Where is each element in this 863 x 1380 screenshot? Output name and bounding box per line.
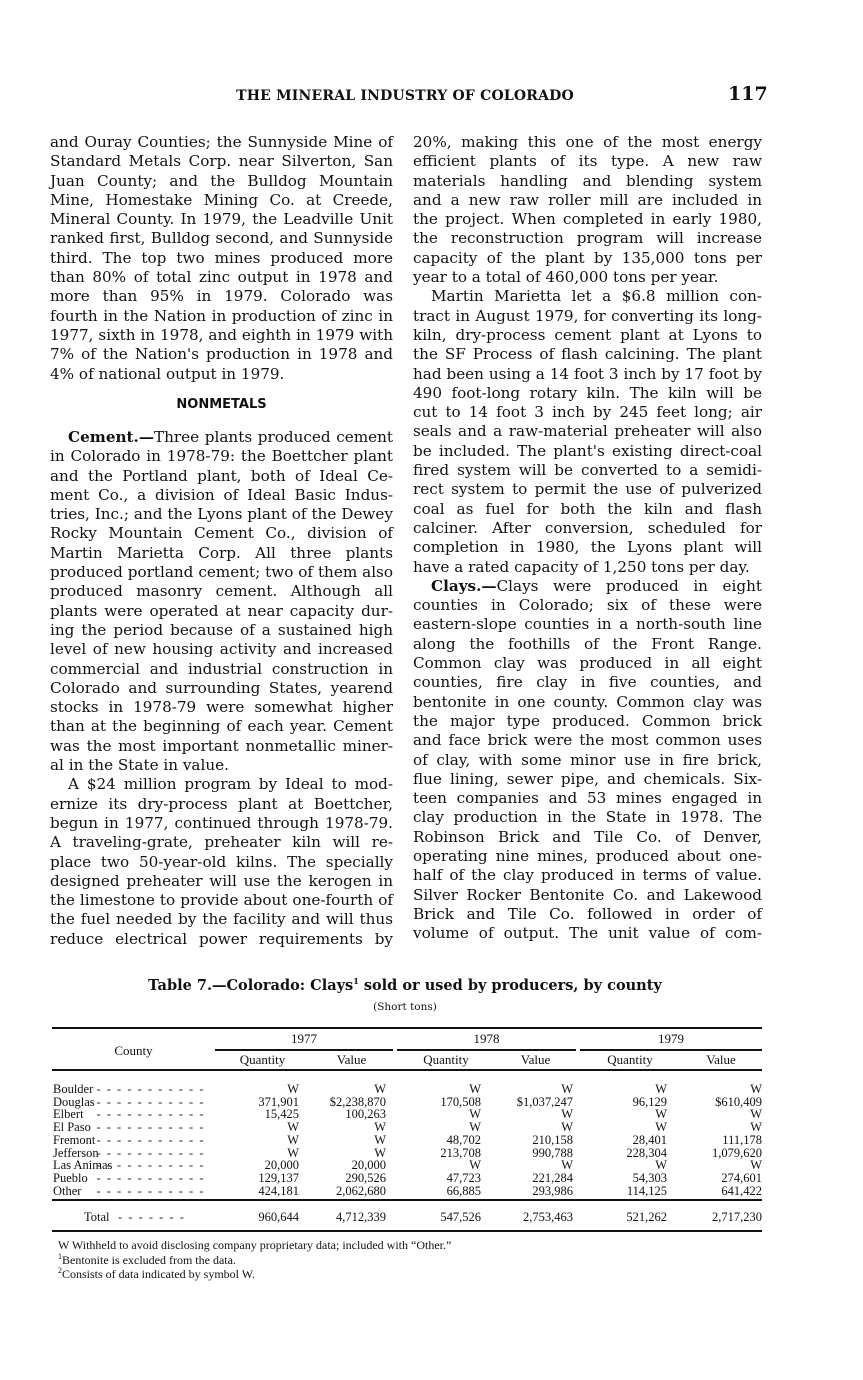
text-line: ment Co., a division of Ideal Basic Indus- (50, 485, 393, 504)
text-line: ernize its dry-process plant at Boettcher, (50, 794, 393, 813)
total-cell: 4,712,339 (336, 1210, 386, 1224)
text-line (413, 577, 762, 596)
text-line: produced portland cement; two of them also (50, 563, 393, 582)
table-cell: 228,304 (626, 1145, 667, 1160)
table-cell: 2,062,680 (336, 1183, 386, 1198)
text-line: of clay, with some minor use in fire brick, (413, 750, 762, 769)
text-line: 490 foot-long rotary kiln. The kiln will be (413, 383, 762, 402)
table-cell: W (287, 1120, 299, 1135)
table-cell: 1,079,620 (712, 1145, 762, 1160)
table-cell: 293,986 (532, 1183, 573, 1198)
text-line: than 80% of total zinc output in 1978 and (50, 268, 393, 287)
leader-dots: - - - - - - - - - - - (96, 1183, 205, 1198)
text-line: bentonite in one county. Common clay was (413, 692, 762, 711)
year-header: 1978 (473, 1031, 500, 1046)
text-line: Juan County; and the Bulldog Mountain (50, 171, 393, 190)
table-cell: 290,526 (345, 1170, 386, 1185)
county-name: Jefferson (53, 1145, 99, 1160)
text-line: fired system will be converted to a semidi- (413, 461, 762, 480)
text-line: was the most important nonmetallic miner- (50, 736, 393, 755)
text-line: 7% of the Nation's production in 1978 and (50, 345, 393, 364)
table-cell: $1,037,247 (516, 1094, 573, 1109)
table-cell: W (469, 1158, 481, 1173)
table-cell: 54,303 (632, 1170, 667, 1185)
left-column-cement (50, 428, 393, 949)
text-line: have a rated capacity of 1,250 tons per day. (413, 557, 750, 576)
text-line: and Ouray Counties; the Sunnyside Mine of (50, 133, 393, 151)
county-name: El Paso (53, 1120, 91, 1135)
table-title-footnote: 1 (353, 976, 359, 986)
text-line: more than 95% in 1979. Colorado was (50, 287, 393, 306)
left-column-intro (50, 133, 393, 384)
text-line: 1977, sixth in 1978, and eighth in 1979 with (50, 325, 393, 344)
text-line: Mineral County. In 1979, the Leadville Unit (50, 210, 393, 229)
text-line: had been using a 14 foot 3 inch by 17 foot by (413, 364, 762, 383)
run-in-heading: Cement.— (68, 428, 155, 446)
text-line: Martin Marietta let a $6.8 million con- (431, 287, 762, 306)
text-line: A traveling-grate, preheater kiln will re- (50, 833, 393, 852)
footnote-text: Bentonite is excluded from the data. (62, 1253, 236, 1267)
text-line: Mine, Homestake Mining Co. at Creede, (50, 190, 393, 209)
text-line: cut to 14 foot 3 inch by 245 feet long; air (413, 403, 762, 422)
table-cell: W (655, 1082, 667, 1096)
text-line: seals and a raw-material preheater will also (413, 422, 762, 441)
text-line: volume of output. The unit value of com- (413, 924, 762, 943)
table-cell: W (374, 1132, 386, 1147)
text-line: flue lining, sewer pipe, and chemicals. Six- (413, 769, 762, 788)
table-cell: W (750, 1107, 762, 1122)
run-in-heading: Clays.— (431, 576, 497, 595)
table-cell: 114,125 (626, 1183, 667, 1198)
table-cell: 20,000 (264, 1158, 299, 1173)
text-line: Rocky Mountain Cement Co., division of (50, 524, 393, 543)
text-line: be included. The plant's existing direct-coal (413, 441, 762, 460)
footnote (58, 1238, 451, 1253)
text-line: stocks in 1978-79 were somewhat higher (50, 698, 393, 717)
text-line: third. The top two mines produced more (50, 248, 393, 267)
quantity-header: Quantity (239, 1052, 286, 1067)
county-name: Elbert (53, 1107, 84, 1122)
county-header: County (114, 1043, 153, 1058)
county-name: Other (53, 1183, 82, 1198)
table-cell: 274,601 (721, 1170, 762, 1185)
text-line: fourth in the Nation in production of zinc in (50, 306, 393, 325)
table-cell: W (287, 1082, 299, 1096)
leader-dots: - - - - - - - - - - - (96, 1145, 205, 1160)
table-cell: 129,137 (258, 1170, 299, 1185)
text-line: Brick and Tile Co. followed in order of (413, 904, 762, 923)
table-title (0, 976, 810, 994)
table-rule (52, 1230, 762, 1232)
total-cell: 547,526 (440, 1210, 481, 1224)
page-number: 117 (728, 83, 768, 105)
leader-dots: - - - - - - - - - - - (96, 1158, 205, 1173)
table-title-rest: sold or used by producers, by county (358, 976, 662, 994)
table-cell: 100,263 (345, 1107, 386, 1122)
table-cell: W (561, 1120, 573, 1135)
text-line: the reconstruction program will increase (413, 229, 762, 248)
leader-dots: - - - - - - - - - - - (96, 1094, 205, 1109)
running-title: THE MINERAL INDUSTRY OF COLORADO (236, 88, 574, 104)
text-line: year to a total of 460,000 tons per year. (413, 268, 719, 287)
text-line: Standard Metals Corp. near Silverton, San (50, 152, 393, 171)
table-cell: W (469, 1120, 481, 1135)
total-cell: 960,644 (258, 1210, 299, 1224)
value-header: Value (706, 1052, 736, 1067)
table-cell: W (374, 1082, 386, 1096)
text-line: tries, Inc.; and the Lyons plant of the Dewey (50, 505, 393, 524)
table-cell: W (287, 1145, 299, 1160)
value-header: Value (336, 1052, 367, 1067)
table-cell: 28,401 (632, 1132, 667, 1147)
text-line: the fuel needed by the facility and will thus (50, 910, 393, 929)
table-cell: 213,708 (440, 1145, 481, 1160)
county-name: Fremont (53, 1132, 96, 1147)
quantity-header: Quantity (607, 1052, 653, 1067)
text-line: reduce electrical power requirements by (50, 929, 393, 948)
section-heading-nonmetals: NONMETALS (176, 397, 267, 412)
table-cell: W (287, 1132, 299, 1147)
text-line: Silver Rocker Bentonite Co. and Lakewood (413, 885, 762, 904)
table-cell: 47,723 (446, 1170, 481, 1185)
table-rule (215, 1049, 393, 1051)
text-line: place two 50-year-old kilns. The specially (50, 852, 393, 871)
text-line: and face brick were the most common uses (413, 731, 762, 750)
text-line: plants were operated at near capacity dur- (50, 601, 393, 620)
text-line: Martin Marietta Corp. All three plants (50, 543, 393, 562)
text-line: produced masonry cement. Although all (50, 582, 393, 601)
text-line: operating nine mines, produced about one- (413, 846, 762, 865)
text-line: completion in 1980, the Lyons plant will (413, 538, 762, 557)
text-line-content: Three plants produced cement (154, 428, 393, 446)
text-line: eastern-slope counties in a north-south line (413, 615, 762, 634)
table-rule (52, 1027, 762, 1029)
table-cell: W (750, 1158, 762, 1173)
text-line: the project. When completed in early 1980, (413, 210, 762, 229)
table-cell: 371,901 (258, 1094, 299, 1109)
text-line (50, 428, 393, 447)
table-cell: W (561, 1107, 573, 1122)
table-cell: 20,000 (351, 1158, 386, 1173)
table-cell: W (561, 1082, 573, 1096)
text-line: ing the period because of a sustained high (50, 620, 393, 639)
text-line: kiln, dry-process cement plant at Lyons to (413, 325, 762, 344)
table-cell: 990,788 (532, 1145, 573, 1160)
table-cell: 641,422 (721, 1183, 762, 1198)
leader-dots: - - - - - - - - - - - (96, 1120, 205, 1135)
text-line: capacity of the plant by 135,000 tons per (413, 248, 762, 267)
county-name: Douglas (53, 1094, 95, 1109)
total-cell: 521,262 (626, 1210, 667, 1224)
table-cell: W (750, 1082, 762, 1096)
text-line: in Colorado in 1978-79: the Boettcher plant (50, 447, 393, 466)
text-line-content: Clays were produced in eight (496, 576, 762, 595)
table-cell: W (374, 1145, 386, 1160)
text-line: Robinson Brick and Tile Co. of Denver, (413, 827, 762, 846)
total-cell: 2,717,230 (712, 1210, 762, 1224)
text-line: and a new raw roller mill are included in (413, 190, 762, 209)
year-header: 1979 (658, 1031, 684, 1046)
table-cell: 111,178 (722, 1132, 762, 1147)
right-column (413, 133, 762, 943)
table-rule (580, 1049, 762, 1051)
table-cell: 96,129 (632, 1094, 667, 1109)
text-line: along the foothills of the Front Range. (413, 634, 762, 653)
text-line: A $24 million program by Ideal to mod- (68, 775, 393, 794)
year-header: 1977 (291, 1031, 317, 1046)
table-cell: 15,425 (264, 1107, 299, 1122)
table-rule (52, 1069, 762, 1071)
table-cell: $2,238,870 (329, 1094, 386, 1109)
text-line: counties, fire clay in five counties, and (413, 673, 762, 692)
table-cell: 170,508 (440, 1094, 481, 1109)
text-line: al in the State in value. (50, 756, 229, 775)
text-line: rect system to permit the use of pulverized (413, 480, 762, 499)
text-line: Colorado and surrounding States, yearend (50, 678, 393, 697)
text-line: half of the clay produced in terms of value. (413, 866, 762, 885)
text-line: ranked first, Bulldog second, and Sunnyside (50, 229, 393, 248)
table-rule (52, 1199, 762, 1201)
leader-dots: - - - - - - - - - - - (96, 1170, 205, 1185)
table-cell: W (469, 1107, 481, 1122)
text-line: tract in August 1979, for converting its long- (413, 306, 762, 325)
table-cell: W (750, 1120, 762, 1135)
quantity-header: Quantity (423, 1052, 469, 1067)
leader-dots: - - - - - - - - - - - (96, 1132, 205, 1147)
footnote-marker: 2 (58, 1266, 62, 1275)
text-line: calciner. After conversion, scheduled for (413, 518, 762, 537)
table-title-text: Table 7.—Colorado: Clays (148, 976, 354, 994)
text-line: counties in Colorado; six of these were (413, 596, 762, 615)
text-line: Common clay was produced in all eight (413, 654, 762, 673)
text-line: materials handling and blending system (413, 171, 762, 190)
table-cell: W (469, 1082, 481, 1096)
table-rule (397, 1049, 576, 1051)
table-cell: 221,284 (532, 1170, 573, 1185)
county-name: Boulder (53, 1082, 94, 1096)
table-cell: W (655, 1107, 667, 1122)
county-name: Las Animas (53, 1158, 113, 1173)
text-line: 20%, making this one of the most energy (413, 133, 762, 151)
table-cell: W (655, 1120, 667, 1135)
text-line: efficient plants of its type. A new raw (413, 152, 762, 171)
text-line: than at the beginning of each year. Cement (50, 717, 393, 736)
table-cell: $610,409 (715, 1094, 762, 1109)
footnote-text: W Withheld to avoid disclosing company proprietary data; included with “Other.” (58, 1238, 452, 1252)
text-line: level of new housing activity and increased (50, 640, 393, 659)
leader-dots: - - - - - - - - - - - (96, 1082, 205, 1096)
leader-dots: - - - - - - - - - - - (96, 1107, 205, 1122)
total-cell: 2,753,463 (523, 1210, 573, 1224)
leader-dots: - - - - - - - (118, 1210, 186, 1224)
table-cell: W (561, 1158, 573, 1173)
table-cell: W (655, 1158, 667, 1173)
table-cell: 48,702 (446, 1132, 481, 1147)
value-header: Value (520, 1052, 551, 1067)
text-line: designed preheater will use the kerogen in (50, 871, 393, 890)
table-cell: 210,158 (532, 1132, 573, 1147)
text-line: and the Portland plant, both of Ideal Ce- (50, 466, 393, 485)
text-line: commercial and industrial construction in (50, 659, 393, 678)
text-line: 4% of national output in 1979. (50, 364, 285, 383)
text-line: the SF Process of flash calcining. The plant (413, 345, 762, 364)
text-line: begun in 1977, continued through 1978-79. (50, 813, 393, 832)
footnote-marker: 1 (58, 1252, 62, 1261)
footnote-text: Consists of data indicated by symbol W. (62, 1267, 255, 1281)
table-cell: 424,181 (258, 1183, 299, 1198)
footnote (58, 1266, 255, 1282)
text-line: clay production in the State in 1978. The (413, 808, 762, 827)
table-cell: 66,885 (446, 1183, 481, 1198)
total-label: Total (84, 1210, 110, 1224)
table-cell: W (374, 1120, 386, 1135)
text-line: the major type produced. Common brick (413, 711, 762, 730)
table-unit: (Short tons) (373, 1001, 437, 1013)
text-line: coal as fuel for both the kiln and flash (413, 499, 762, 518)
text-line: teen companies and 53 mines engaged in (413, 789, 762, 808)
text-line: the limestone to provide about one-fourth of (50, 891, 393, 910)
county-name: Pueblo (53, 1170, 88, 1185)
